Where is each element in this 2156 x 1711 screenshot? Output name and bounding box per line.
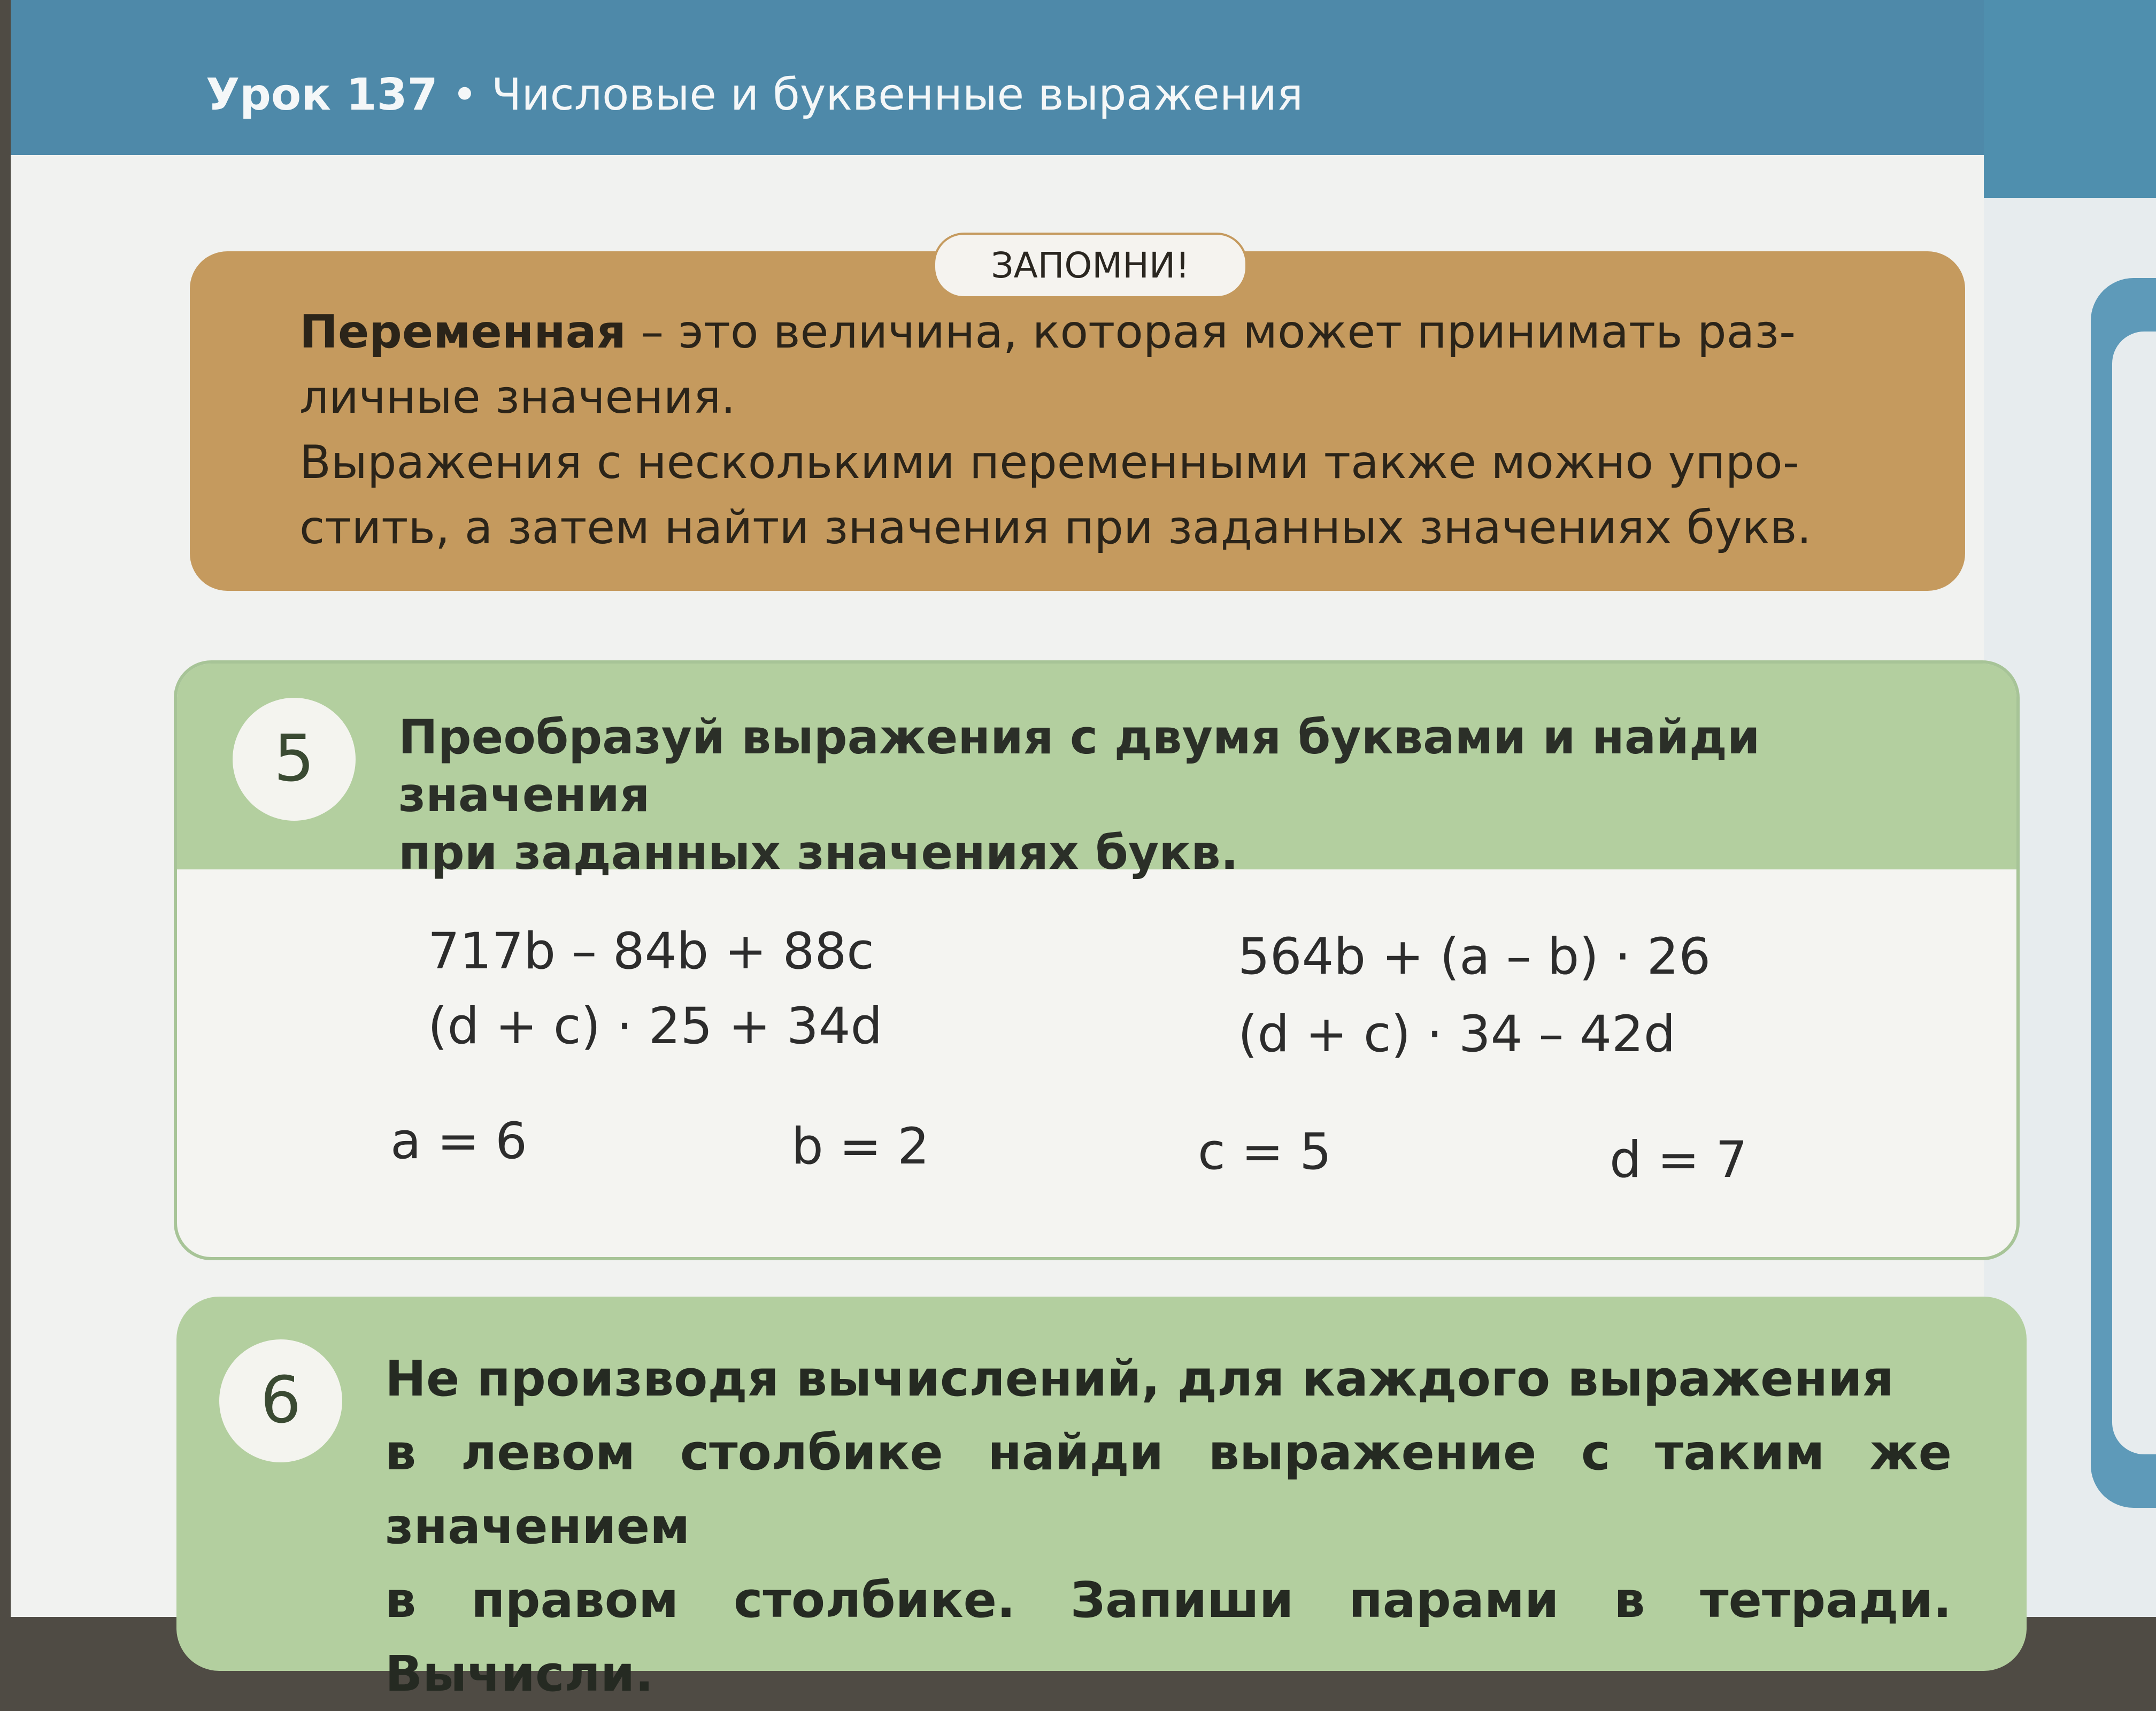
expression-2: (d + c) · 25 + 34d (428, 997, 883, 1055)
task-6-number: 6 (219, 1339, 342, 1462)
value-c: c = 5 (1198, 1123, 1332, 1181)
task-5-prompt-line-1: Преобразуй выражения с двумя буквами и найди значения (398, 710, 1760, 822)
remember-line-4: стить, а затем найти значения при заданных значениях букв. (299, 501, 1812, 554)
value-b: b = 2 (791, 1117, 929, 1176)
lesson-topic: Числовые и буквенные выражения (491, 70, 1304, 120)
expression-4: (d + c) · 34 – 42d (1238, 1005, 1676, 1063)
task-6-prompt-line-3: в правом столбике. Запиши парами в тетради. Вычисли. (385, 1571, 1952, 1702)
lesson-number: Урок 137 (206, 70, 438, 120)
expression-3: 564b + (a – b) · 26 (1238, 928, 1711, 986)
task-6-prompt-line-2: в левом столбике найди выражение с таким же значением (385, 1424, 1952, 1555)
task-5-number: 5 (233, 698, 356, 821)
adjacent-page-header (1978, 0, 2156, 198)
remember-text (299, 299, 1936, 560)
remember-term: Переменная (299, 305, 626, 359)
remember-line-3: Выражения с несколькими переменными также можно упро- (299, 436, 1799, 489)
value-d: d = 7 (1610, 1131, 1747, 1189)
remember-line-1-rest: – это величина, которая может принимать раз- (626, 305, 1796, 359)
expression-1: 717b – 84b + 88c (428, 922, 874, 981)
remember-tag: ЗАПОМНИ! (933, 233, 1248, 298)
value-a: a = 6 (390, 1112, 527, 1170)
task-6-prompt (385, 1342, 1952, 1711)
task-6-prompt-line-1: Не производя вычислений, для каждого выражения (385, 1350, 1894, 1407)
remember-line-2: личные значения. (299, 371, 736, 424)
task-5-prompt-line-2: при заданных значениях букв. (398, 825, 1239, 880)
page-header (11, 0, 1984, 155)
task-5-prompt (398, 708, 1960, 882)
remember-line-1 (299, 299, 1936, 365)
adjacent-page-tab-inner (2112, 332, 2156, 1454)
title-bullet: • (451, 70, 478, 120)
lesson-title (206, 70, 1303, 120)
